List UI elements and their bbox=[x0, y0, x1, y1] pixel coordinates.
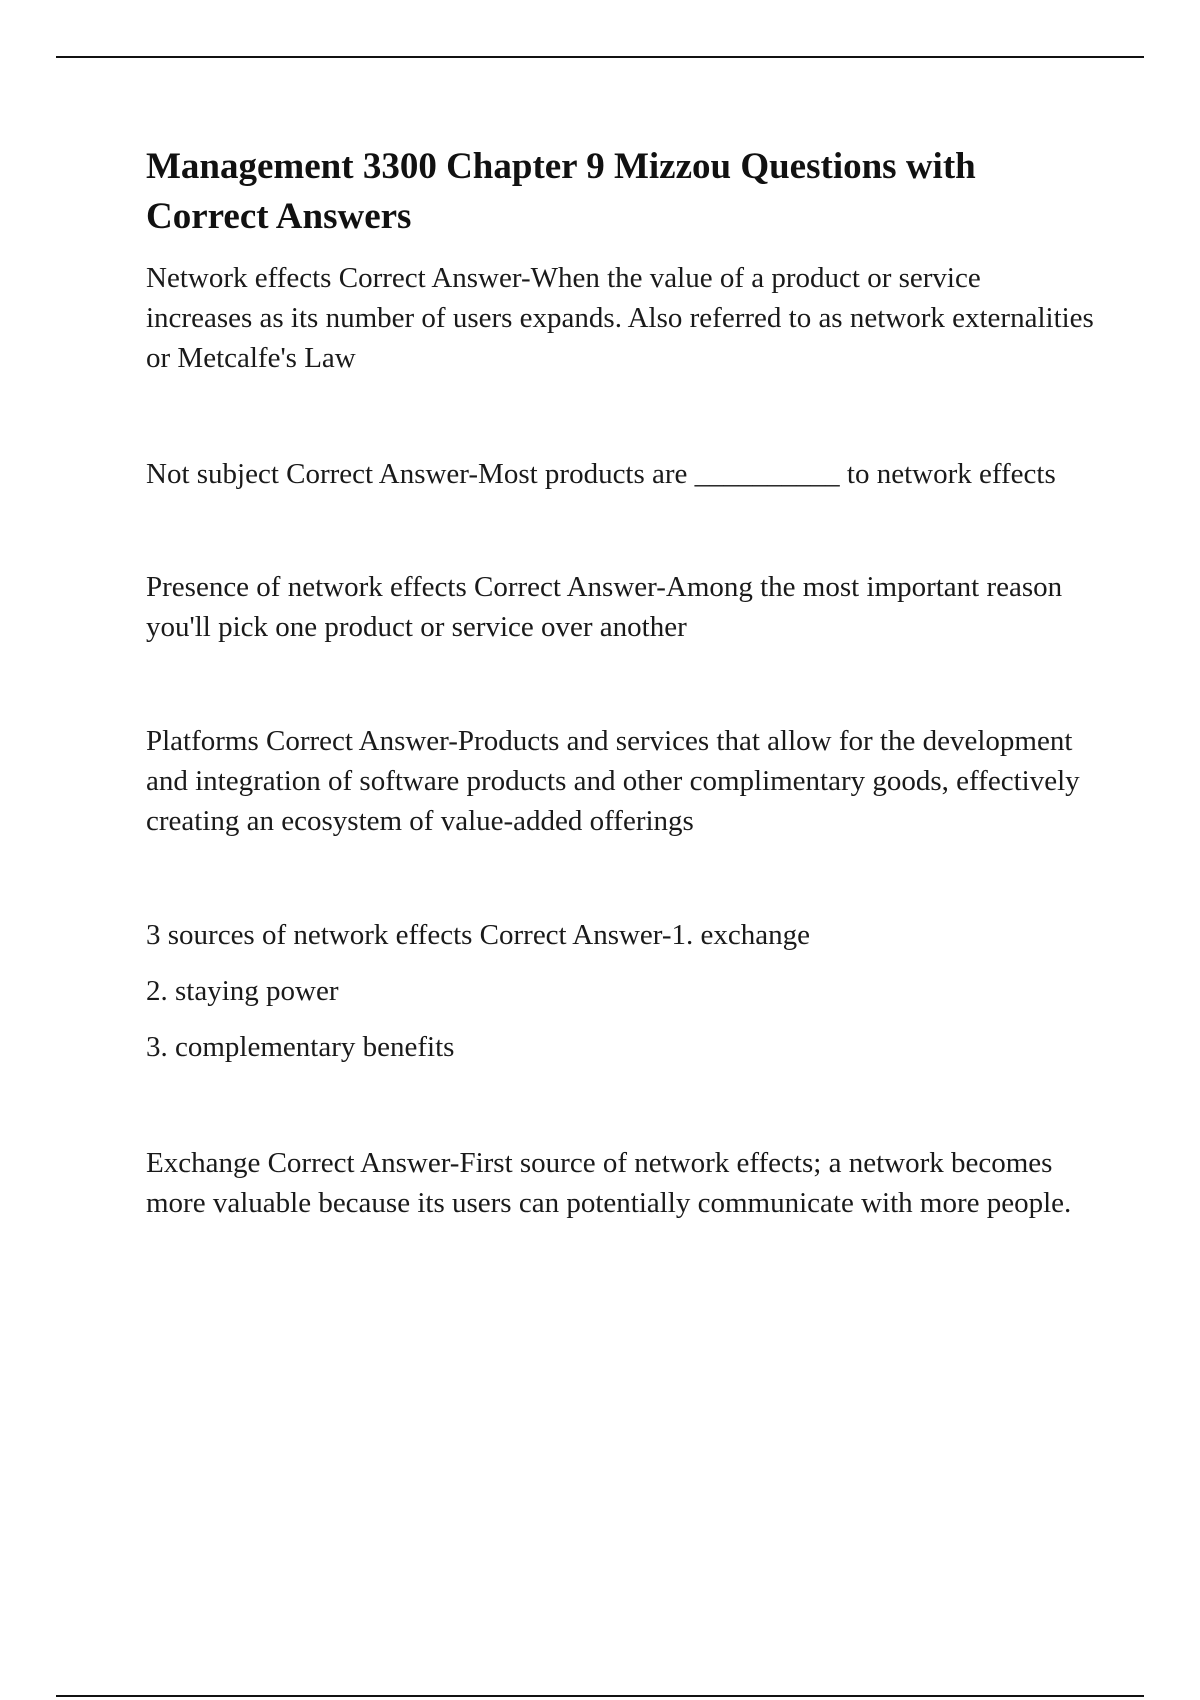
footer-rule bbox=[56, 1695, 1144, 1697]
qa-entry-text: Not subject Correct Answer-Most products are __________ to network effects bbox=[146, 458, 1056, 490]
qa-entry-not-subject bbox=[146, 454, 1094, 494]
header-rule bbox=[56, 56, 1144, 58]
document-body bbox=[146, 142, 1094, 1223]
qa-entry-text: Network effects Correct Answer-When the value of a product or service increases as its number of users expands. Also referred to as network externalities or Metcalfe's Law bbox=[146, 262, 1094, 374]
qa-entry-text: Presence of network effects Correct Answer-Among the most important reason you'll pick one product or service over another bbox=[146, 571, 1063, 643]
qa-entry-list-line: 2. staying power bbox=[146, 975, 339, 1007]
qa-entry-exchange bbox=[146, 1143, 1094, 1223]
qa-entry-network-effects bbox=[146, 258, 1094, 378]
qa-entry-text: Exchange Correct Answer-First source of network effects; a network becomes more valuable because its users can potentially communicate with more people. bbox=[146, 1147, 1072, 1219]
qa-entry-three-sources bbox=[146, 915, 1094, 1067]
qa-entry-text: 3 sources of network effects Correct Answer-1. exchange bbox=[146, 919, 811, 951]
qa-entry-presence-of-network-effects bbox=[146, 567, 1094, 647]
document-title: Management 3300 Chapter 9 Mizzou Questions with Correct Answers bbox=[146, 146, 976, 237]
qa-entry-list-line: 3. complementary benefits bbox=[146, 1031, 455, 1063]
qa-entry-text: Platforms Correct Answer-Products and services that allow for the development and integration of software products and other complimentary goods, effectively creating an ecosystem of value-added offerings bbox=[146, 725, 1080, 837]
qa-entry-platforms bbox=[146, 721, 1094, 841]
